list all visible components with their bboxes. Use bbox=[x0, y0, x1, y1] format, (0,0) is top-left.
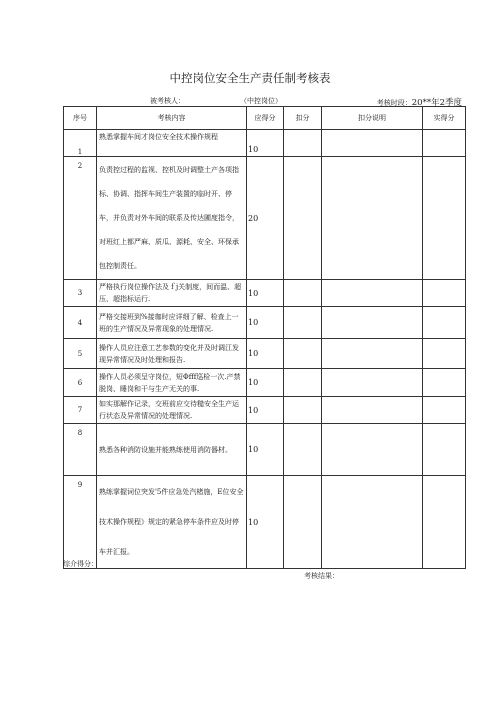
row-content: 严格交接班到%接珈时应详细了解、检查上一班的生产情况及异常现象的处理情况. bbox=[97, 307, 247, 339]
row-number: 5 bbox=[64, 339, 97, 369]
row-note-cell[interactable] bbox=[322, 369, 423, 397]
row-note-cell[interactable] bbox=[322, 130, 423, 157]
period-value: 20**年2季度 bbox=[411, 98, 462, 108]
row-score: 10 bbox=[247, 339, 284, 369]
table-row bbox=[64, 130, 466, 157]
row-deduction-cell[interactable] bbox=[284, 307, 322, 339]
row-deduction-cell[interactable] bbox=[284, 476, 322, 569]
row-deduction-cell[interactable] bbox=[284, 339, 322, 369]
row-number: 7 bbox=[64, 397, 97, 424]
assessment-table bbox=[63, 106, 466, 569]
row-actual-cell[interactable] bbox=[423, 307, 466, 339]
post-name: （中控岗位） bbox=[240, 97, 282, 105]
row-score: 10 bbox=[247, 130, 284, 157]
row-actual-cell[interactable] bbox=[423, 280, 466, 307]
table-row bbox=[64, 307, 466, 339]
row-content: 严格执行岗位操作法及ｆj关制度，间而温、超压、超指标运行. bbox=[97, 280, 247, 307]
row-score: 10 bbox=[247, 476, 284, 569]
row-deduction-cell[interactable] bbox=[284, 424, 322, 476]
table-row bbox=[64, 339, 466, 369]
row-score: 10 bbox=[247, 307, 284, 339]
row-score: 10 bbox=[247, 424, 284, 476]
row-score: 10 bbox=[247, 369, 284, 397]
examinee-label: 被考核人： bbox=[150, 97, 185, 105]
row-deduction-cell[interactable] bbox=[284, 157, 322, 280]
row-number: 1 bbox=[64, 130, 97, 157]
row-note-cell[interactable] bbox=[322, 339, 423, 369]
row-score: 20 bbox=[247, 157, 284, 280]
row-content: 操作人员应注意工艺参数的变化并及时调江发现异常情况及时处理和报告. bbox=[97, 339, 247, 369]
table-row bbox=[64, 369, 466, 397]
row-content: 熟练掌握词位突发'5件应急处汽楮施，E位安全技术操作规程》规定的紧急停车条件应及时停车并汇报。 bbox=[97, 476, 247, 569]
row-actual-cell[interactable] bbox=[423, 339, 466, 369]
row-actual-cell[interactable] bbox=[423, 369, 466, 397]
period-label: 考核时段： bbox=[376, 99, 412, 107]
row-content: 熟悉掌握车间才岗位安全技术操作规程 bbox=[97, 130, 247, 157]
row-note-cell[interactable] bbox=[322, 280, 423, 307]
header-seq: 序号 bbox=[64, 107, 97, 130]
row-number: 9 bbox=[64, 476, 97, 569]
row-content: 如实那解作记录，交班前应交待糙安全生产运行状态及异常情况的处理情况. bbox=[97, 397, 247, 424]
row-actual-cell[interactable] bbox=[423, 476, 466, 569]
header-deduction-note: 扣分说明 bbox=[322, 107, 423, 130]
table-row bbox=[64, 424, 466, 476]
table-row bbox=[64, 280, 466, 307]
row-deduction-cell[interactable] bbox=[284, 280, 322, 307]
row-number: 8 bbox=[64, 424, 97, 476]
page-title: 中控岗位安全生产责任制考核表 bbox=[169, 71, 331, 85]
row-deduction-cell[interactable] bbox=[284, 369, 322, 397]
table-row bbox=[64, 157, 466, 280]
row-actual-cell[interactable] bbox=[423, 397, 466, 424]
row-number: 3 bbox=[64, 280, 97, 307]
row-content: 熟悉各种消防设施并能熟练使用消防器材。 bbox=[97, 424, 247, 476]
row-content: 操作人员必须呈守岗位，短Φfff巡检一次.产禁脱岗、睡岗和干与生产无关的事. bbox=[97, 369, 247, 397]
row-score: 10 bbox=[247, 280, 284, 307]
row-note-cell[interactable] bbox=[322, 397, 423, 424]
row-note-cell[interactable] bbox=[322, 157, 423, 280]
header-actual-score: 实得分 bbox=[423, 107, 466, 130]
header-content: 考核内容 bbox=[97, 107, 247, 130]
row-note-cell[interactable] bbox=[322, 307, 423, 339]
table-row bbox=[64, 397, 466, 424]
header-expected-score: 应得分 bbox=[247, 107, 284, 130]
row-note-cell[interactable] bbox=[322, 424, 423, 476]
row-note-cell[interactable] bbox=[322, 476, 423, 569]
total-score-label: 综介得分： bbox=[63, 560, 98, 568]
row-deduction-cell[interactable] bbox=[284, 397, 322, 424]
row-actual-cell[interactable] bbox=[423, 130, 466, 157]
row-content: 负责控过程的监视、控机及时调整土产各项指标、协调、指挥车间生产装置的临时开、停车，并负责对外车间的联系及传达圃度指令，对班红上都严麻、质瓜、源耗、安全、环保承包控制责任。 bbox=[97, 157, 247, 280]
result-label: 考核结果： bbox=[304, 572, 339, 580]
row-score: 10 bbox=[247, 397, 284, 424]
row-actual-cell[interactable] bbox=[423, 157, 466, 280]
row-actual-cell[interactable] bbox=[423, 424, 466, 476]
row-deduction-cell[interactable] bbox=[284, 130, 322, 157]
header-deduction: 扣分 bbox=[284, 107, 322, 130]
row-number: 2 bbox=[64, 157, 97, 280]
row-number: 4 bbox=[64, 307, 97, 339]
table-row bbox=[64, 476, 466, 569]
row-number: 6 bbox=[64, 369, 97, 397]
table-header-row bbox=[64, 107, 466, 130]
